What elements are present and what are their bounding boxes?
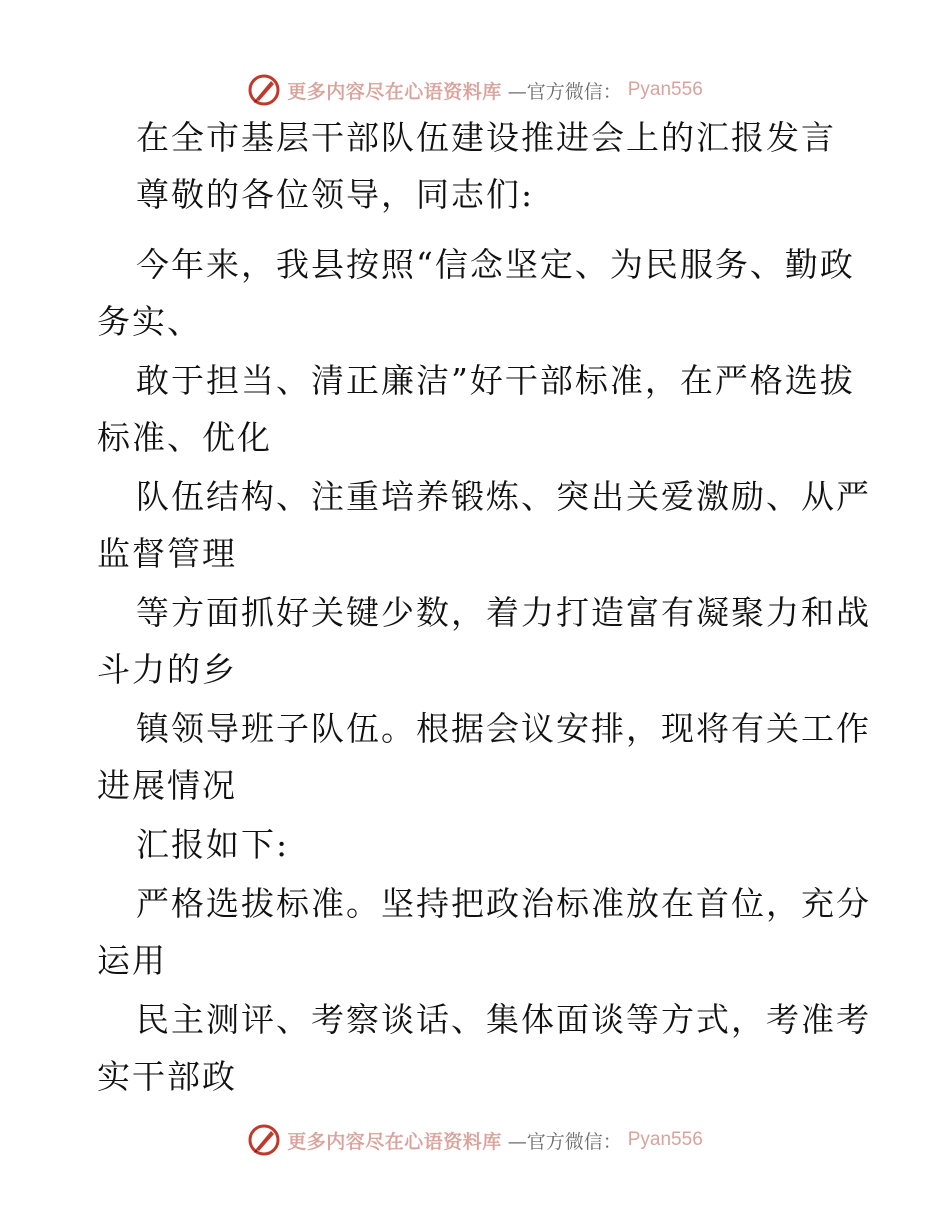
doc-line: 等方面抓好关键少数，着力打造富有凝聚力和战 <box>136 593 871 632</box>
doc-line-greeting: 尊敬的各位领导，同志们: <box>136 175 535 214</box>
doc-line: 敢于担当、清正廉洁”好干部标准，在严格选拔 <box>136 361 855 400</box>
watermark-brand: 更多内容尽在心语资料库 <box>287 80 502 103</box>
doc-line: 实干部政 <box>97 1057 237 1096</box>
doc-line: 民主测评、考察谈话、集体面谈等方式，考准考 <box>136 1000 871 1039</box>
header-watermark <box>0 70 950 110</box>
doc-line: 务实、 <box>97 302 202 341</box>
watermark-account: Pyan556 <box>627 1129 703 1150</box>
doc-line: 监督管理 <box>97 534 237 573</box>
quill-logo-icon <box>247 73 281 107</box>
quill-logo-icon <box>247 1123 281 1157</box>
doc-line: 镇领导班子队伍。根据会议安排，现将有关工作 <box>136 709 871 748</box>
footer-watermark <box>0 1120 950 1160</box>
watermark-account: Pyan556 <box>627 79 703 100</box>
watermark-brand: 更多内容尽在心语资料库 <box>287 1130 502 1153</box>
doc-line: 队伍结构、注重培养锻炼、突出关爱激励、从严 <box>136 477 871 516</box>
doc-line: 严格选拔标准。坚持把政治标准放在首位，充分 <box>136 884 871 923</box>
doc-line-title: 在全市基层干部队伍建设推进会上的汇报发言 <box>136 118 836 157</box>
doc-line: 进展情况 <box>97 766 237 805</box>
doc-line: 汇报如下: <box>136 825 290 864</box>
watermark-official: —官方微信： <box>507 80 622 103</box>
doc-line: 运用 <box>97 941 167 980</box>
watermark-official: —官方微信： <box>507 1130 622 1153</box>
doc-line: 斗力的乡 <box>97 650 237 689</box>
doc-line: 标准、优化 <box>97 418 272 457</box>
doc-line: 今年来，我县按照“信念坚定、为民服务、勤政 <box>136 245 855 284</box>
